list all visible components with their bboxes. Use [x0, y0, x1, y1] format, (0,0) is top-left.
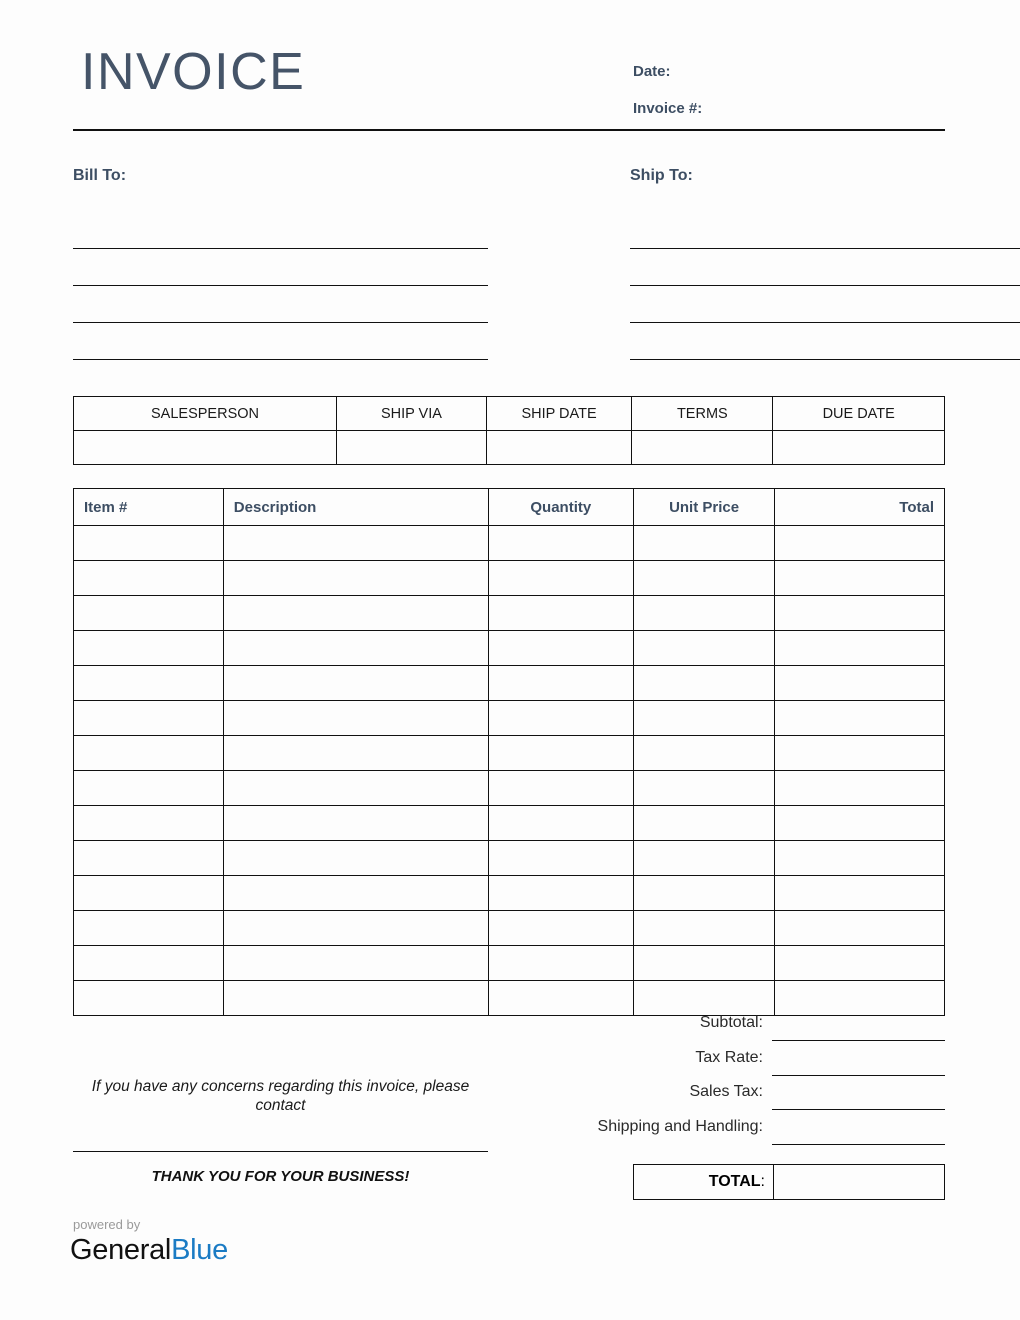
table-row [74, 526, 945, 561]
item-cell-unit-price[interactable] [634, 876, 775, 911]
totals-row [560, 1043, 945, 1078]
ship-to-label: Ship To: [630, 167, 693, 184]
item-cell-item[interactable] [74, 561, 224, 596]
item-cell-unit-price[interactable] [634, 526, 775, 561]
totals-value[interactable] [772, 1112, 945, 1145]
item-cell-item[interactable] [74, 841, 224, 876]
bill-to-line-4[interactable] [73, 323, 488, 360]
info-header-terms: TERMS [632, 397, 773, 431]
line-items-table [73, 488, 945, 1016]
item-cell-item[interactable] [74, 631, 224, 666]
item-cell-item[interactable] [74, 596, 224, 631]
brand-name-blue: Blue [171, 1234, 228, 1266]
items-header-unit-price: Unit Price [634, 489, 775, 526]
item-cell-quantity[interactable] [488, 946, 633, 981]
table-row [74, 666, 945, 701]
thank-you-message: THANK YOU FOR YOUR BUSINESS! [151, 1168, 410, 1186]
item-cell-quantity[interactable] [488, 631, 633, 666]
date-label: Date: [633, 63, 671, 80]
item-cell-description[interactable] [223, 911, 488, 946]
item-cell-unit-price[interactable] [634, 701, 775, 736]
item-cell-quantity[interactable] [488, 876, 633, 911]
item-cell-quantity[interactable] [488, 666, 633, 701]
info-header-salesperson: SALESPERSON [74, 397, 337, 431]
item-cell-unit-price[interactable] [634, 771, 775, 806]
item-cell-item[interactable] [74, 526, 224, 561]
item-cell-quantity[interactable] [488, 596, 633, 631]
shipping-info-value-row [74, 431, 945, 465]
items-header-item-number: Item # [74, 489, 224, 526]
ship-to-line-3[interactable] [630, 286, 1020, 323]
item-cell-item[interactable] [74, 911, 224, 946]
table-row [74, 701, 945, 736]
bill-to-block [73, 168, 488, 360]
item-cell-total[interactable] [775, 841, 945, 876]
bill-to-lines [73, 212, 488, 360]
grand-total-box [633, 1164, 945, 1200]
ship-to-lines [630, 212, 1020, 360]
item-cell-description[interactable] [223, 946, 488, 981]
item-cell-unit-price[interactable] [634, 946, 775, 981]
info-value-ship-via[interactable] [337, 431, 487, 465]
item-cell-unit-price[interactable] [634, 841, 775, 876]
item-cell-quantity[interactable] [488, 701, 633, 736]
table-row [74, 631, 945, 666]
totals-row [560, 1077, 945, 1112]
item-cell-total[interactable] [775, 701, 945, 736]
item-cell-description[interactable] [223, 526, 488, 561]
item-cell-description[interactable] [223, 736, 488, 771]
item-cell-description[interactable] [223, 771, 488, 806]
item-cell-total[interactable] [775, 806, 945, 841]
table-row [74, 596, 945, 631]
totals-section [560, 1008, 945, 1146]
item-cell-item[interactable] [74, 981, 224, 1016]
item-cell-description[interactable] [223, 631, 488, 666]
footer-note [73, 1078, 488, 1185]
items-header-total: Total [775, 489, 945, 526]
bill-to-label: Bill To: [73, 167, 127, 184]
ship-to-line-2[interactable] [630, 249, 1020, 286]
brand-logo [70, 1218, 228, 1265]
item-cell-description[interactable] [223, 981, 488, 1016]
contact-note-text: If you have any concerns regarding this invoice, please contact [91, 1078, 470, 1114]
bill-to-line-2[interactable] [73, 249, 488, 286]
grand-total-label [634, 1165, 774, 1199]
item-cell-quantity[interactable] [488, 736, 633, 771]
item-cell-item[interactable] [74, 876, 224, 911]
item-cell-total[interactable] [775, 876, 945, 911]
item-cell-item[interactable] [74, 806, 224, 841]
item-cell-total[interactable] [775, 631, 945, 666]
totals-label: Sales Tax: [689, 1083, 763, 1100]
item-cell-quantity[interactable] [488, 841, 633, 876]
powered-by-label: powered by [73, 1217, 141, 1232]
item-cell-unit-price[interactable] [634, 806, 775, 841]
table-row [74, 946, 945, 981]
ship-to-line-4[interactable] [630, 323, 1020, 360]
grand-total-colon: : [760, 1173, 765, 1190]
totals-value[interactable] [772, 1043, 945, 1076]
grand-total-label-text: TOTAL [708, 1173, 761, 1190]
item-cell-total[interactable] [775, 771, 945, 806]
item-cell-item[interactable] [74, 736, 224, 771]
invoice-number-label: Invoice #: [633, 100, 703, 117]
item-cell-item[interactable] [74, 701, 224, 736]
table-row [74, 876, 945, 911]
items-header-description: Description [223, 489, 488, 526]
item-cell-total[interactable] [775, 561, 945, 596]
item-cell-total[interactable] [775, 736, 945, 771]
item-cell-item[interactable] [74, 666, 224, 701]
bill-to-line-1[interactable] [73, 212, 488, 249]
item-cell-total[interactable] [775, 526, 945, 561]
shipping-info-table [73, 396, 945, 465]
item-cell-quantity[interactable] [488, 526, 633, 561]
ship-to-line-1[interactable] [630, 212, 1020, 249]
table-row [74, 561, 945, 596]
item-cell-total[interactable] [775, 946, 945, 981]
item-cell-total[interactable] [775, 596, 945, 631]
brand-name [70, 1236, 228, 1265]
table-row [74, 841, 945, 876]
table-row [74, 736, 945, 771]
table-row [74, 771, 945, 806]
shipping-info-header-row [74, 397, 945, 431]
info-header-ship-via: SHIP VIA [337, 397, 487, 431]
invoice-meta [633, 64, 945, 138]
item-cell-unit-price[interactable] [634, 666, 775, 701]
bill-to-line-3[interactable] [73, 286, 488, 323]
totals-label: Shipping and Handling: [597, 1117, 763, 1135]
totals-row [560, 1008, 945, 1043]
item-cell-description[interactable] [223, 561, 488, 596]
item-cell-unit-price[interactable] [634, 911, 775, 946]
info-header-ship-date: SHIP DATE [486, 397, 631, 431]
item-cell-description[interactable] [223, 666, 488, 701]
invoice-header [73, 43, 945, 130]
table-row [74, 911, 945, 946]
item-cell-description[interactable] [223, 806, 488, 841]
item-cell-quantity[interactable] [488, 771, 633, 806]
item-cell-description[interactable] [223, 876, 488, 911]
item-cell-unit-price[interactable] [634, 631, 775, 666]
info-value-salesperson[interactable] [74, 431, 337, 465]
totals-row [560, 1112, 945, 1147]
totals-value[interactable] [772, 1077, 945, 1110]
brand-name-general: General [70, 1234, 172, 1266]
item-cell-description[interactable] [223, 841, 488, 876]
totals-label: Subtotal: [699, 1014, 763, 1031]
grand-total-value[interactable] [774, 1165, 944, 1199]
table-row [74, 806, 945, 841]
totals-value[interactable] [772, 1008, 945, 1041]
item-cell-item[interactable] [74, 946, 224, 981]
item-cell-quantity[interactable] [488, 806, 633, 841]
info-value-ship-date[interactable] [486, 431, 631, 465]
item-cell-total[interactable] [775, 911, 945, 946]
items-header-quantity: Quantity [488, 489, 633, 526]
item-cell-description[interactable] [223, 701, 488, 736]
line-items-body [74, 526, 945, 1016]
info-header-due-date: DUE DATE [773, 397, 945, 431]
item-cell-description[interactable] [223, 596, 488, 631]
item-cell-unit-price[interactable] [634, 596, 775, 631]
item-cell-unit-price[interactable] [634, 736, 775, 771]
totals-label: Tax Rate: [695, 1048, 763, 1066]
info-value-due-date[interactable] [773, 431, 945, 465]
page-title: INVOICE [81, 43, 306, 101]
header-divider [73, 129, 945, 131]
item-cell-quantity[interactable] [488, 911, 633, 946]
item-cell-item[interactable] [74, 771, 224, 806]
item-cell-total[interactable] [775, 666, 945, 701]
item-cell-unit-price[interactable] [634, 561, 775, 596]
contact-input-line[interactable] [73, 1151, 488, 1152]
item-cell-quantity[interactable] [488, 561, 633, 596]
line-items-header-row [74, 489, 945, 526]
info-value-terms[interactable] [632, 431, 773, 465]
ship-to-block [630, 168, 1020, 360]
